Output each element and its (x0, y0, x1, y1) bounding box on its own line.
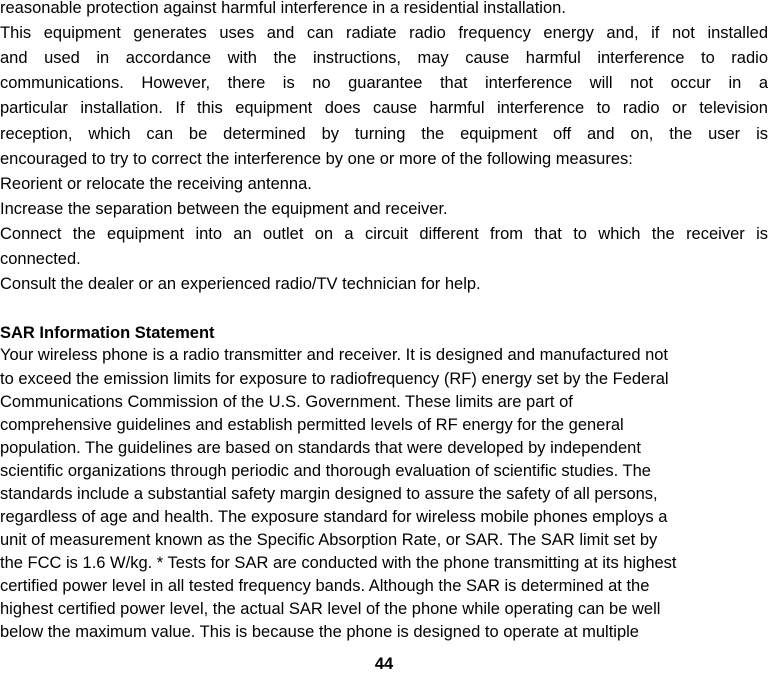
measure-item: Consult the dealer or an experienced radio/TV technician for help. (0, 275, 481, 293)
sar-text-line: Your wireless phone is a radio transmitter and receiver. It is designed and manufactured not (0, 346, 669, 364)
sar-text-line: to exceed the emission limits for exposure to radiofrequency (RF) energy set by the Federal (0, 370, 669, 388)
measure-item: Connect the equipment into an outlet on a circuit different from that to which the receiver is (0, 225, 768, 243)
fcc-text-line: and used in accordance with the instructions, may cause harmful interference to radio (0, 49, 768, 67)
sar-text-line: population. The guidelines are based on standards that were developed by independent (0, 439, 641, 457)
fcc-text-line: reasonable protection against harmful interference in a residential installation. (0, 0, 566, 17)
page-number: 44 (374, 655, 394, 673)
sar-text-line: regardless of age and health. The exposure standard for wireless mobile phones employs a (0, 508, 668, 526)
sar-text-line: certified power level in all tested frequency bands. Although the SAR is determined at the (0, 577, 650, 595)
section-heading: SAR Information Statement (0, 324, 215, 342)
measure-item: Increase the separation between the equipment and receiver. (0, 200, 448, 218)
sar-text-line: comprehensive guidelines and establish permitted levels of RF energy for the general (0, 416, 624, 434)
fcc-text-line: This equipment generates uses and can radiate radio frequency energy and, if not installed (0, 24, 768, 42)
measure-item: connected. (0, 250, 81, 268)
sar-text-line: highest certified power level, the actual SAR level of the phone while operating can be well (0, 600, 661, 618)
sar-text-line: Communications Commission of the U.S. Government. These limits are part of (0, 393, 573, 411)
sar-text-line: the FCC is 1.6 W/kg. * Tests for SAR are conducted with the phone transmitting at its highest (0, 554, 677, 572)
fcc-text-line: reception, which can be determined by turning the equipment off and on, the user is (0, 125, 768, 143)
measure-item: Reorient or relocate the receiving antenna. (0, 175, 312, 193)
fcc-text-line: particular installation. If this equipment does cause harmful interference to radio or television (0, 99, 768, 117)
sar-text-line: unit of measurement known as the Specific Absorption Rate, or SAR. The SAR limit set by (0, 531, 658, 549)
sar-text-line: standards include a substantial safety margin designed to assure the safety of all persons, (0, 485, 658, 503)
fcc-text-line: communications. However, there is no guarantee that interference will not occur in a (0, 74, 768, 92)
sar-text-line: below the maximum value. This is because the phone is designed to operate at multiple (0, 623, 639, 641)
sar-text-line: scientific organizations through periodic and thorough evaluation of scientific studies. The (0, 462, 651, 480)
fcc-text-line: encouraged to try to correct the interference by one or more of the following measures: (0, 150, 633, 168)
